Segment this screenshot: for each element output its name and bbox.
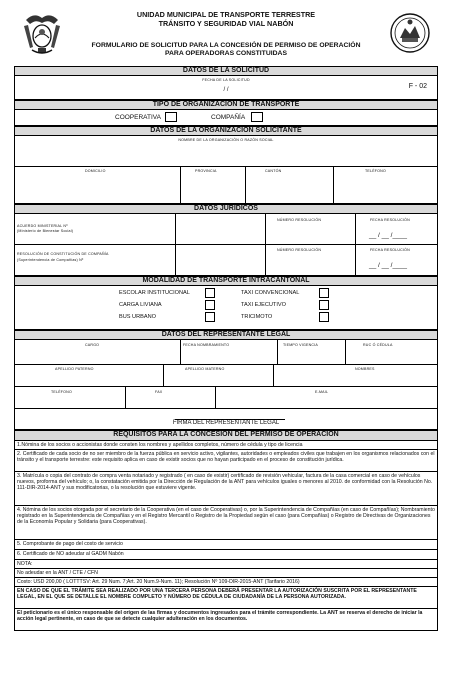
cooperativa-label: COOPERATIVA bbox=[115, 114, 161, 121]
section-organizacion bbox=[14, 136, 438, 204]
domicilio-label: DOMICILIO bbox=[85, 169, 106, 173]
section-tipo bbox=[14, 110, 438, 126]
section-organizacion-title: DATOS DE LA ORGANIZACIÓN SOLICITANTE bbox=[14, 126, 438, 136]
numero-resolucion-label-1: NÚMERO RESOLUCIÓN bbox=[277, 218, 322, 222]
section-juridicos-title: DATOS JURÍDICOS bbox=[14, 204, 438, 214]
modalidad-taxi-ejec-checkbox[interactable] bbox=[319, 300, 329, 310]
telefono-org-field[interactable] bbox=[334, 176, 437, 202]
numero-resolucion-label-2: NÚMERO RESOLUCIÓN bbox=[277, 248, 322, 252]
nombre-organizacion-field[interactable] bbox=[15, 144, 437, 166]
modalidad-taxi-conv-checkbox[interactable] bbox=[319, 288, 329, 298]
compania-label: COMPAÑÍA bbox=[211, 114, 246, 121]
fax-label: FAX bbox=[155, 390, 163, 394]
acuerdo-ministerial-label: ACUERDO MINISTERIAL Nº bbox=[17, 224, 68, 228]
nombre-organizacion-label: NOMBRE DE LA ORGANIZACIÓN O RAZÓN SOCIAL bbox=[178, 138, 274, 142]
requisito-4: 4. Nómina de los socios otorgada por el secretario de la Cooperativa (en el caso de Cooperativas) o, por la Superintendencia de Compañías (en caso de Compañías); Nombramiento registrado en la Superintendencia de Compañías y en el Registro Mercantil o Registro de la Propiedad según el caso (para Compañías) o Registro de Directivas de Organizaciones de la Economía Popular y Solidaria (para Cooperativas). bbox=[14, 506, 438, 540]
modalidad-bus-label: BUS URBANO bbox=[119, 314, 156, 320]
nota-text: No adeudar en la ANT / CTE / CFN bbox=[14, 569, 438, 578]
section-representante bbox=[14, 340, 438, 430]
canton-field[interactable] bbox=[246, 176, 332, 202]
ruc-cedula-label: RUC Ó CÉDULA bbox=[363, 343, 393, 347]
form-title: FORMULARIO DE SOLICITUD PARA LA CONCESIÓN DE PERMISO DE OPERACIÓN bbox=[91, 42, 361, 49]
apellido-paterno-label: APELLIDO PATERNO bbox=[55, 367, 94, 371]
modalidad-escolar-checkbox[interactable] bbox=[205, 288, 215, 298]
modalidad-bus-checkbox[interactable] bbox=[205, 312, 215, 322]
modalidad-tricimoto-label: TRICIMOTO bbox=[241, 314, 273, 320]
compania-checkbox[interactable] bbox=[251, 112, 263, 122]
fecha-resolucion-field-2[interactable]: __ / __ /____ bbox=[369, 262, 407, 269]
section-modalidad bbox=[14, 286, 438, 330]
apellido-materno-label: APELLIDO MATERNO bbox=[185, 367, 225, 371]
ecuador-coat-of-arms-icon bbox=[20, 10, 64, 56]
municipal-seal-icon bbox=[388, 10, 432, 56]
domicilio-field[interactable] bbox=[15, 176, 179, 202]
telefono-org-label: TELÉFONO bbox=[365, 169, 386, 173]
modalidad-carga-checkbox[interactable] bbox=[205, 300, 215, 310]
nombres-label: NOMBRES bbox=[355, 367, 375, 371]
modalidad-taxi-conv-label: TAXI CONVENCIONAL bbox=[241, 290, 300, 296]
cooperativa-checkbox[interactable] bbox=[165, 112, 177, 122]
section-representante-title: DATOS DEL REPRESENTANTE LEGAL bbox=[14, 330, 438, 340]
requisito-1: 1.Nómina de los socios o accionistas donde consten los nombres y apellidos completos, número de cédula y tipo de licencia bbox=[14, 441, 438, 450]
modalidad-tricimoto-checkbox[interactable] bbox=[319, 312, 329, 322]
nota-label: NOTA: bbox=[14, 560, 438, 569]
institution-name: UNIDAD MUNICIPAL DE TRANSPORTE TERRESTRE bbox=[136, 10, 316, 19]
email-label: E-MAIL bbox=[315, 390, 329, 394]
canton-label: CANTÓN bbox=[265, 169, 282, 173]
fecha-resolucion-field-1[interactable]: __ / __ /____ bbox=[369, 232, 407, 239]
requisito-2: 2. Certificado de cada socio de no ser miembro de la fuerza pública en servicio activo, vigilantes, autoridades o empleados civiles que trabajen en los organismos relacionados con el tránsito y el transporte terrestre: este requisito aplica en caso de existir socios que no hayan participado en el proceso de constitución jurídica. bbox=[14, 450, 438, 472]
section-solicitud bbox=[14, 76, 438, 100]
form-header bbox=[14, 8, 438, 66]
resolucion-constitucion-label: RESOLUCIÓN DE CONSTITUCIÓN DE COMPAÑÍA bbox=[17, 252, 109, 256]
telefono-rep-label: TELÉFONO bbox=[51, 390, 72, 394]
modalidad-carga-label: CARGA LIVIANA bbox=[119, 302, 162, 308]
section-juridicos bbox=[14, 214, 438, 276]
fecha-nombramiento-label: FECHA NOMBRAMIENTO bbox=[183, 343, 230, 347]
requisito-3: 3. Matrícula o copia del contrato de compra venta notariado y registrado ( en caso de existir) certificado de revisión vehicular, factura de la casa comercial en caso de vehículos nuevos, proforma del vehículo; o, la constatación emitida por la Dirección de Regulación de la ANT para vehículos iguales o menores al 2010. de conformidad con la Resolución No. 111-DIR-2014-ANT y sus modificatorias, o la resolución que estuviere vigente. bbox=[14, 472, 438, 506]
acuerdo-ministerial-sublabel: (Ministerio de Bienestar Social) bbox=[17, 229, 74, 233]
form-subtitle: PARA OPERADORAS CONSTITUIDAS bbox=[165, 50, 287, 57]
tercera-persona-notice: EN CASO DE QUE EL TRÁMITE SEA REALIZADO POR UNA TERCERA PERSONA DEBERÁ PRESENTAR LA AUTORIZACIÓN SUSCRITA POR EL REPRESENTANTE LEGAL, EN EL QUE SE DETALLE EL NOMBRE COMPLETO Y NÚMERO DE CÉDULA DE CIUDADANÍA DE LA PERSONA AUTORIZADA. bbox=[14, 587, 438, 609]
section-solicitud-title: DATOS DE LA SOLICITUD bbox=[14, 66, 438, 76]
resolucion-constitucion-sublabel: (Superintendencia de Compañías) Nº bbox=[17, 258, 84, 262]
section-modalidad-title: MODALIDAD DE TRANSPORTE INTRACANTONAL bbox=[14, 276, 438, 286]
costo-text: Costo: USD 200,00 ( LOTTTSV: Art. 29 Num. 7;Art. 20 Num.9-Num. 11); Resolución Nº 109-DIR-2015-ANT (Tarifario 2016) bbox=[14, 578, 438, 587]
cargo-label: CARGO bbox=[85, 343, 100, 347]
provincia-field[interactable] bbox=[181, 176, 244, 202]
fecha-solicitud-label: FECHA DE LA SOLICITUD bbox=[202, 78, 250, 82]
section-tipo-title: TIPO DE ORGANIZACIÓN DE TRANSPORTE bbox=[14, 100, 438, 110]
institution-subname: TRÁNSITO Y SEGURIDAD VIAL NABÓN bbox=[158, 18, 294, 28]
tiempo-vigencia-label: TIEMPO VIGENCIA bbox=[283, 343, 318, 347]
responsabilidad-notice: El peticionario es el único responsable del origen de las firmas y documentos ingresados para el trámite correspondiente. La ANT se reserva el derecho de iniciar la acción legal pertinente, en caso de que se detecte cualquier adulteración en los documentos. bbox=[14, 609, 438, 631]
form-page bbox=[14, 8, 438, 631]
firma-representante-label: FIRMA DEL REPRESENTANTE LEGAL bbox=[172, 420, 280, 426]
fecha-resolucion-label-1: FECHA RESOLUCIÓN bbox=[370, 218, 410, 222]
modalidad-escolar-label: ESCOLAR INSTITUCIONAL bbox=[119, 290, 190, 296]
fecha-solicitud-field[interactable]: / / bbox=[223, 87, 229, 93]
section-requisitos-title: REQUISITOS PARA LA CONCESIÓN DEL PERMISO DE OPERACIÓN bbox=[14, 430, 438, 441]
modalidad-taxi-ejec-label: TAXI EJECUTIVO bbox=[241, 302, 286, 308]
provincia-label: PROVINCIA bbox=[195, 169, 217, 173]
form-code: F - 02 bbox=[408, 83, 427, 90]
requisito-6: 6. Certificado de NO adeudar al GADM Nabón bbox=[14, 550, 438, 560]
fecha-resolucion-label-2: FECHA RESOLUCIÓN bbox=[370, 248, 410, 252]
requisito-5: 5. Comprobante de pago del costo de servicio bbox=[14, 540, 438, 550]
